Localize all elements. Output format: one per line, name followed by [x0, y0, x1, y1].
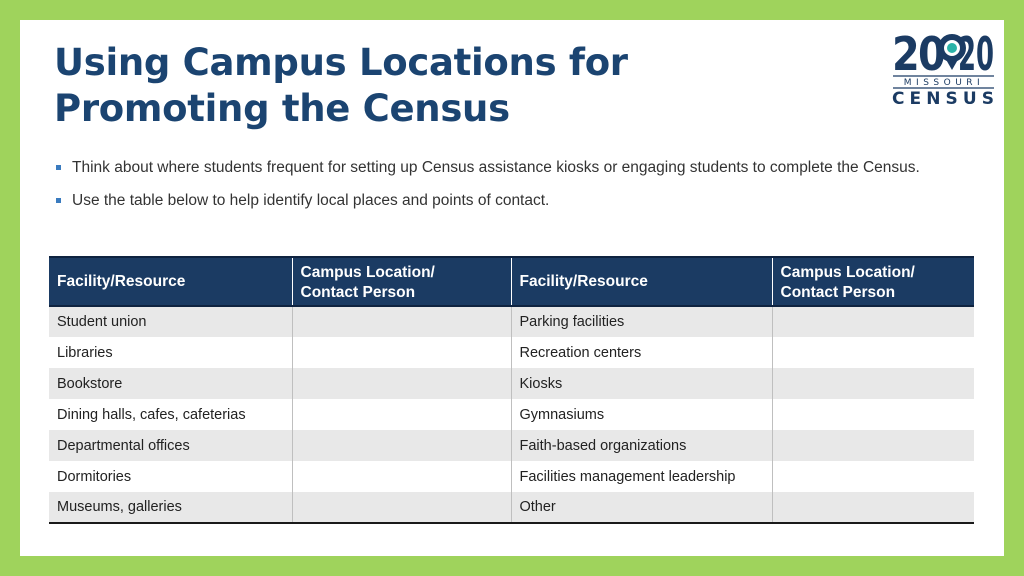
table-cell: Departmental offices [57, 437, 190, 454]
table-cell [772, 306, 974, 337]
table-cell: Dormitories [57, 468, 132, 485]
missouri-census-2020-logo [892, 26, 996, 109]
table-cell: Museums, galleries [49, 492, 292, 523]
table-cell [292, 492, 511, 523]
table-row [49, 492, 974, 523]
table-row [49, 306, 974, 337]
table-cell: Gymnasiums [511, 399, 772, 430]
header-facility-1: Facility/Resource [49, 257, 292, 306]
logo-year-left: 20 [892, 27, 944, 81]
bullet-text: Think about where students frequent for setting up Census assistance kiosks or engaging students to complete the Census. [72, 159, 920, 176]
table-cell [772, 368, 974, 399]
bullet-item [56, 158, 936, 177]
bullet-text: Use the table below to help identify local places and points of contact. [72, 192, 550, 209]
table-row [49, 399, 974, 430]
table-row [49, 430, 974, 461]
table-header-row [49, 257, 974, 306]
table-header [49, 257, 974, 306]
table-cell: Facilities management leadership [511, 461, 772, 492]
slide [20, 20, 1004, 556]
header-location-1: Campus Location/ Contact Person [292, 257, 511, 306]
table-cell [772, 399, 974, 430]
table-cell [292, 461, 511, 492]
bullet-square-icon [56, 198, 61, 203]
table-cell [292, 399, 511, 430]
locations-table [49, 256, 974, 524]
header-location-2: Campus Location/ Contact Person [772, 257, 974, 306]
table-cell: Libraries [57, 344, 113, 361]
table-cell: Parking facilities [511, 306, 772, 337]
table-cell [772, 461, 974, 492]
table-cell: Bookstore [57, 375, 123, 392]
table-row [49, 461, 974, 492]
bullet-square-icon [56, 165, 61, 170]
bullet-list [56, 158, 936, 224]
table-cell: Recreation centers [511, 337, 772, 368]
table-cell: Other [511, 492, 772, 523]
table-cell [292, 337, 511, 368]
bullet-item [56, 191, 936, 210]
table-cell: Student union [57, 314, 147, 330]
table-cell [292, 430, 511, 461]
table-cell [292, 368, 511, 399]
table-body [49, 306, 974, 523]
title-line-2: Promoting the Census [54, 87, 510, 130]
title-line-1: Using Campus Locations for [54, 41, 628, 84]
table-cell: Kiosks [511, 368, 772, 399]
table-row [49, 337, 974, 368]
logo-word: CENSUS [892, 89, 994, 109]
header-facility-2: Facility/Resource [511, 257, 772, 306]
table-cell [772, 430, 974, 461]
logo-year-right: 20 [958, 27, 994, 81]
table-cell: Faith-based organizations [511, 430, 772, 461]
table-row [49, 368, 974, 399]
slide-title [54, 40, 754, 132]
logo-state: MISSOURI [903, 78, 985, 88]
table-cell [772, 337, 974, 368]
table-cell: Dining halls, cafes, cafeterias [57, 406, 246, 423]
table-cell [772, 492, 974, 523]
table-cell [292, 306, 511, 337]
